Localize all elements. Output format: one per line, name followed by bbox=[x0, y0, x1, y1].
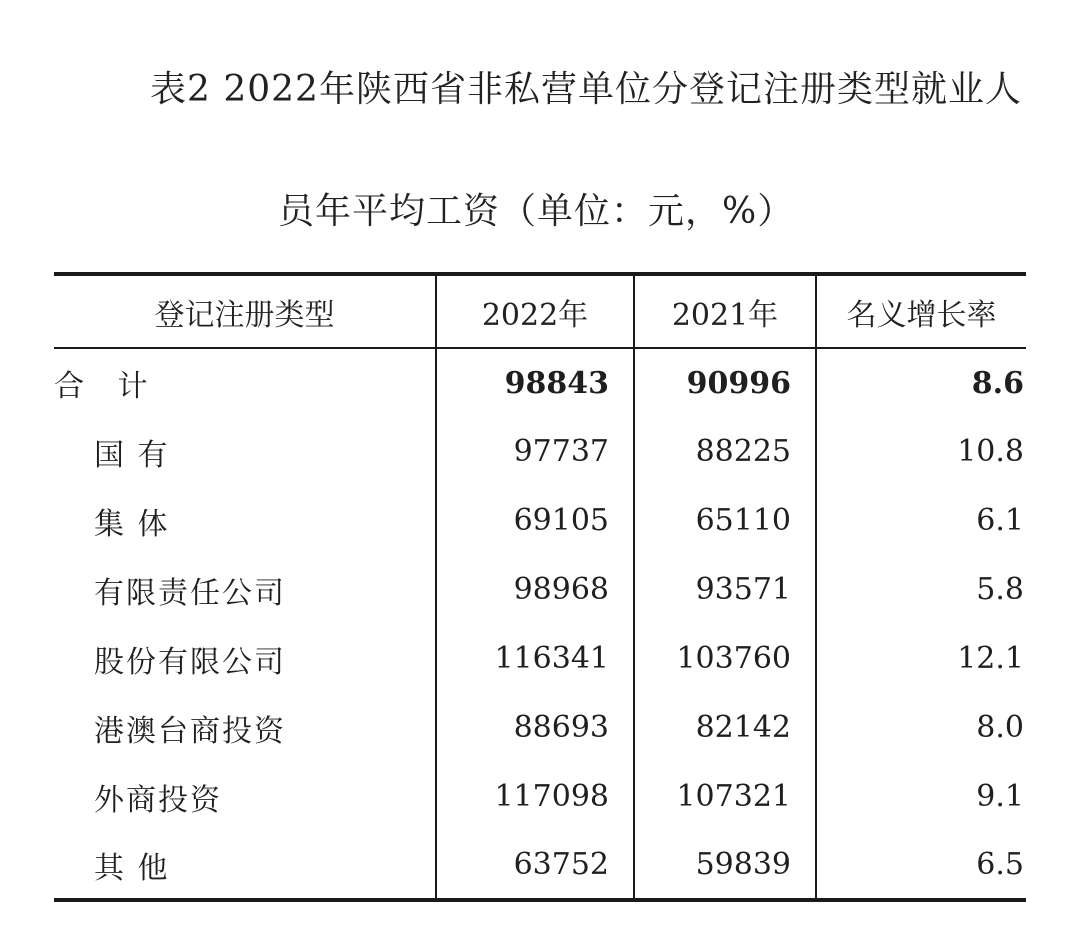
row-growth: 8.6 bbox=[816, 348, 1026, 417]
row-value-2022: 98968 bbox=[436, 555, 634, 624]
row-value-2021: 88225 bbox=[634, 417, 816, 486]
table-row bbox=[54, 762, 1026, 831]
header-nominal-growth: 名义增长率 bbox=[816, 274, 1026, 348]
row-value-2022: 63752 bbox=[436, 831, 634, 900]
row-type: 外商投资 bbox=[94, 782, 222, 818]
table-row bbox=[54, 693, 1026, 762]
row-growth: 6.1 bbox=[816, 486, 1026, 555]
table-row bbox=[54, 486, 1026, 555]
row-type: 其 他 bbox=[54, 831, 436, 900]
row-type: 国 有 bbox=[94, 437, 170, 473]
row-value-2022: 98843 bbox=[436, 348, 634, 417]
row-growth: 10.8 bbox=[816, 417, 1026, 486]
row-type: 有限责任公司 bbox=[94, 575, 286, 611]
row-value-2022: 116341 bbox=[436, 624, 634, 693]
row-value-2021: 65110 bbox=[634, 486, 816, 555]
row-type: 集 体 bbox=[94, 506, 170, 542]
row-value-2022: 69105 bbox=[436, 486, 634, 555]
header-2022: 2022年 bbox=[436, 274, 634, 348]
header-2021: 2021年 bbox=[634, 274, 816, 348]
table-row bbox=[54, 831, 1026, 900]
row-type: 港澳台商投资 bbox=[94, 713, 286, 749]
row-type: 合 计 bbox=[54, 369, 160, 404]
row-value-2022: 97737 bbox=[436, 417, 634, 486]
row-value-2021: 107321 bbox=[634, 762, 816, 831]
row-growth: 9.1 bbox=[816, 762, 1026, 831]
table-title-line-2: 员年平均工资（单位：元，%） bbox=[278, 191, 795, 232]
table-row bbox=[54, 555, 1026, 624]
row-growth: 12.1 bbox=[816, 624, 1026, 693]
row-value-2021: 90996 bbox=[634, 348, 816, 417]
row-growth: 5.8 bbox=[816, 555, 1026, 624]
table-row bbox=[54, 624, 1026, 693]
row-growth: 8.0 bbox=[816, 693, 1026, 762]
row-growth: 6.5 bbox=[816, 831, 1026, 900]
table-title-line-1: 表2 2022年陕西省非私营单位分登记注册类型就业人 bbox=[150, 69, 1022, 110]
row-value-2021: 59839 bbox=[634, 831, 816, 900]
table-header-row bbox=[54, 274, 1026, 348]
row-value-2022: 117098 bbox=[436, 762, 634, 831]
header-registration-type: 登记注册类型 bbox=[54, 274, 436, 348]
row-value-2021: 103760 bbox=[634, 624, 816, 693]
row-value-2021: 82142 bbox=[634, 693, 816, 762]
table-row-total bbox=[54, 348, 1026, 417]
row-value-2021: 93571 bbox=[634, 555, 816, 624]
row-type: 股份有限公司 bbox=[94, 644, 286, 680]
wage-table bbox=[54, 272, 1026, 902]
table-row bbox=[54, 417, 1026, 486]
row-value-2022: 88693 bbox=[436, 693, 634, 762]
